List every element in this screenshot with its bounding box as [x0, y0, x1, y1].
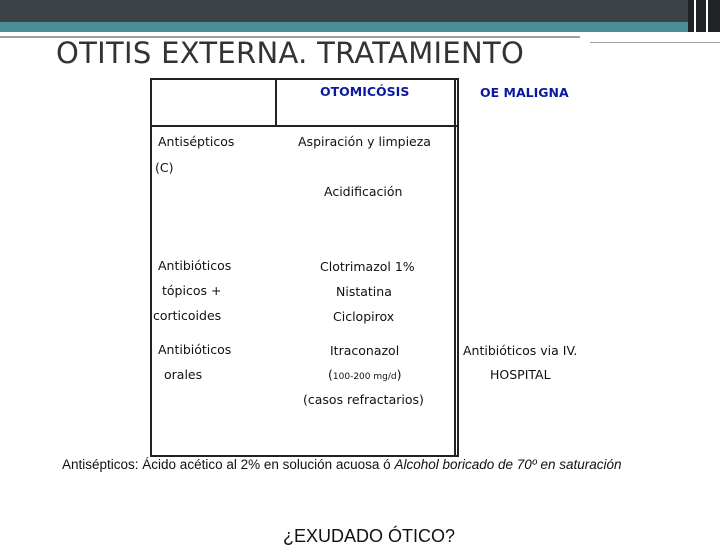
dosis-value: 100-200 mg/d: [332, 372, 397, 382]
header-corner-line: [706, 0, 708, 32]
header-oe-maligna: OE MALIGNA: [480, 85, 569, 100]
cell-casos-refractarios: (casos refractarios): [303, 392, 424, 407]
column-divider: [275, 78, 277, 126]
row-label-orales: orales: [164, 367, 203, 382]
cell-hospital: HOSPITAL: [490, 367, 551, 382]
header-accent-bar: [0, 22, 720, 32]
footnote-lead: Antisépticos: Ácido acético al 2% en solución acuosa ó: [62, 457, 395, 472]
title-rule-right: [590, 42, 720, 43]
row-label-topicos: tópicos +: [162, 283, 222, 298]
row-label-antisepticos-c: (C): [155, 160, 174, 175]
footnote-italic: Alcohol boricado de 70º en saturación: [394, 457, 622, 472]
header-bar: [0, 0, 720, 22]
question-text: ¿EXUDADO ÓTICO?: [283, 526, 456, 546]
dosis-open-paren: (: [328, 367, 333, 382]
footnote: [62, 457, 622, 472]
header-row-divider: [150, 125, 457, 127]
column-divider: [454, 78, 456, 455]
header-otomicosis: OTOMICÓSIS: [320, 84, 410, 99]
row-label-antibioticos-orales: Antibióticos: [158, 342, 232, 357]
header-corner-block: [688, 0, 720, 32]
row-label-antisepticos: Antisépticos: [158, 134, 235, 149]
cell-aspiracion: Aspiración y limpieza: [298, 134, 431, 149]
dosis-close-paren: ): [396, 367, 402, 382]
row-label-antibioticos-topicos: Antibióticos: [158, 258, 232, 273]
row-label-corticoides: corticoides: [153, 308, 222, 323]
cell-itraconazol: Itraconazol: [330, 343, 400, 358]
cell-acidificacion: Acidificación: [324, 184, 403, 199]
cell-clotrimazol: Clotrimazol 1%: [320, 259, 415, 274]
cell-nistatina: Nistatina: [336, 284, 392, 299]
cell-ciclopirox: Ciclopirox: [333, 309, 395, 324]
slide-title: OTITIS EXTERNA. TRATAMIENTO: [56, 36, 525, 70]
cell-dosis: [328, 367, 401, 382]
cell-antibioticos-iv: Antibióticos via IV.: [463, 343, 578, 358]
header-corner-line: [694, 0, 696, 32]
